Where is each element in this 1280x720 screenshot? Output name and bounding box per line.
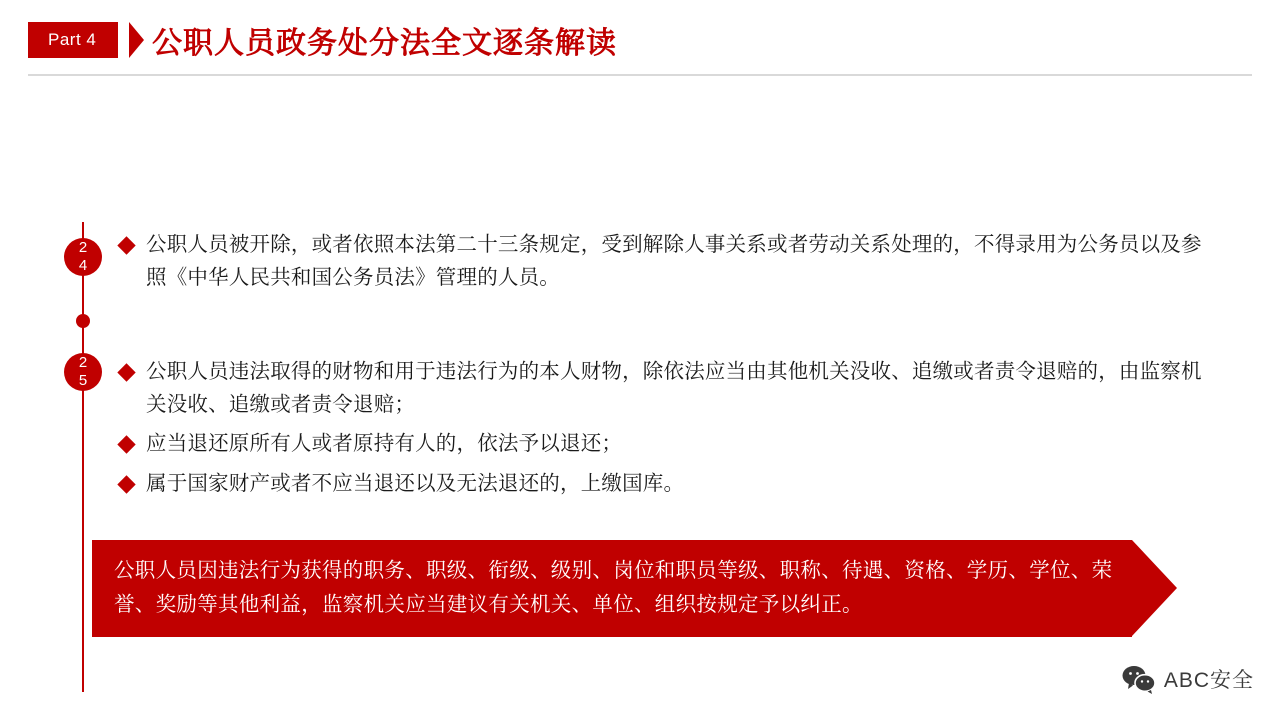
footer-label: ABC安全 [1163,669,1254,692]
timeline-dot [76,314,90,328]
wechat-icon [1122,665,1156,694]
callout-banner-body [92,540,1132,637]
diamond-bullet-icon [117,236,135,254]
list-item [120,355,1215,421]
part-badge [28,22,118,58]
timeline-node-label: 24 [74,239,92,275]
timeline-node-label: 25 [74,354,92,390]
list-item [120,427,1215,460]
bottom-bar [0,712,1280,720]
slide-header [0,0,1280,78]
footer-watermark [1122,664,1254,694]
bullet-text: 公职人员违法取得的财物和用于违法行为的本人财物，除依法应当由其他机关没收、追缴或者责令退赔的，由监察机关没收、追缴或者责令退赔； [146,360,1202,417]
timeline-axis [82,222,84,692]
header-divider [28,74,1252,76]
list-item [120,467,1215,500]
page-title: 公职人员政务处分法全文逐条解读 [152,27,617,60]
diamond-bullet-icon [117,475,135,493]
callout-banner [92,540,1177,637]
content-block-25 [120,355,1215,506]
callout-banner-arrow [1132,540,1177,636]
timeline-node-24 [64,238,102,276]
part-badge-arrow [129,22,144,58]
bullet-text: 应当退还原所有人或者原持有人的，依法予以退还； [146,432,623,456]
bullet-text: 属于国家财产或者不应当退还以及无法退还的，上缴国库。 [146,471,685,495]
list-item [120,228,1215,294]
callout-banner-text: 公职人员因违法行为获得的职务、职级、衔级、级别、岗位和职员等级、职称、待遇、资格、学历、学位、荣誉、奖励等其他利益，监察机关应当建议有关机关、单位、组织按规定予以纠正。 [114,559,1113,617]
content-block-24 [120,228,1215,300]
bullet-text: 公职人员被开除，或者依照本法第二十三条规定，受到解除人事关系或者劳动关系处理的，不得录用为公务员以及参照《中华人民共和国公务员法》管理的人员。 [146,233,1202,290]
part-badge-label: Part 4 [48,30,97,49]
timeline-node-25 [64,353,102,391]
diamond-bullet-icon [117,363,135,381]
diamond-bullet-icon [117,436,135,454]
